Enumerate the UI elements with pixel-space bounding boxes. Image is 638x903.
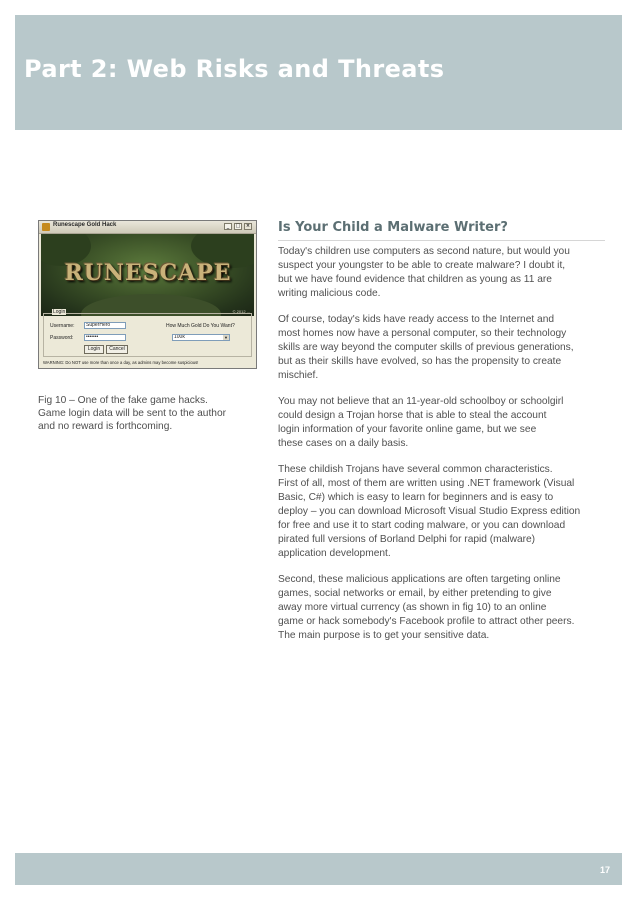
gold-question: How Much Gold Do You Want?	[166, 323, 235, 329]
cancel-button: Cancel	[106, 345, 128, 354]
login-group-label: Login	[53, 309, 66, 315]
banner-copyright: © 2012 ...	[232, 309, 250, 314]
app-icon	[42, 223, 50, 231]
page-number: 17	[599, 865, 610, 875]
username-field: SuperHero	[84, 322, 126, 329]
article-paragraph: You may not believe that an 11-year-old schoolboy or schoolgirl could design a Trojan horse that is able to steal the account login information of your favorite online game, but we see these cases on a daily basis.	[278, 396, 564, 449]
gold-select	[172, 334, 230, 341]
article-paragraph: Today's children use computers as second nature, but would you suspect your youngster to be able to create malware? I doubt it, but we have found evidence that children as young as 11 are writing malicious code.	[278, 246, 570, 299]
password-label: Password:	[50, 335, 74, 341]
warning-text: WARNING: Do NOT use more than once a day, as admins may become suspicious!	[43, 360, 199, 365]
article-paragraph: These childish Trojans have several common characteristics. First of all, most of them are written using .NET framework (Visual Basic, C#) which is easy to learn for beginners and is easy to deploy – you can download Microsoft Visual Studio Express edition for free and use it to start coding malware, or you can download pirated full versions of Borland Delphi for rapid (malware) application development.	[278, 464, 581, 559]
close-icon: ×	[245, 223, 251, 229]
chevron-down-icon: ▼	[224, 335, 228, 340]
article-heading: Is Your Child a Malware Writer?	[278, 220, 508, 235]
article-body	[278, 245, 606, 655]
maximize-icon: □	[235, 223, 241, 229]
article-paragraph: Second, these malicious applications are often targeting online games, social networks or email, by either pretending to give away more virtual currency (as shown in fig 10) to an online game or hack somebody's Facebook profile to attract other peers. The main purpose is to get your sensitive data.	[278, 574, 575, 641]
gold-select-value: 100k	[174, 334, 185, 340]
login-button: Login	[84, 345, 104, 354]
heading-divider	[278, 240, 605, 241]
password-field: •••••••	[84, 334, 126, 341]
footer-band	[15, 853, 622, 885]
minimize-icon: _	[224, 223, 232, 230]
article-paragraph: Of course, today's kids have ready access to the Internet and most homes now have a personal computer, so their technology skills are way beyond the computer skills of previous generations, but as their skills have evolved, so has the propensity to create mischief.	[278, 314, 574, 381]
page-title: Part 2: Web Risks and Threats	[24, 55, 445, 83]
figure-caption: Fig 10 – One of the fake game hacks. Game login data will be sent to the author and no reward is forthcoming.	[38, 395, 227, 432]
game-banner	[41, 234, 254, 316]
window-title: Runescape Gold Hack	[53, 222, 117, 228]
game-logo: RUNESCAPE	[64, 260, 232, 286]
username-label: Username:	[50, 323, 75, 329]
window-titlebar	[39, 221, 256, 234]
figure-screenshot	[38, 220, 257, 369]
